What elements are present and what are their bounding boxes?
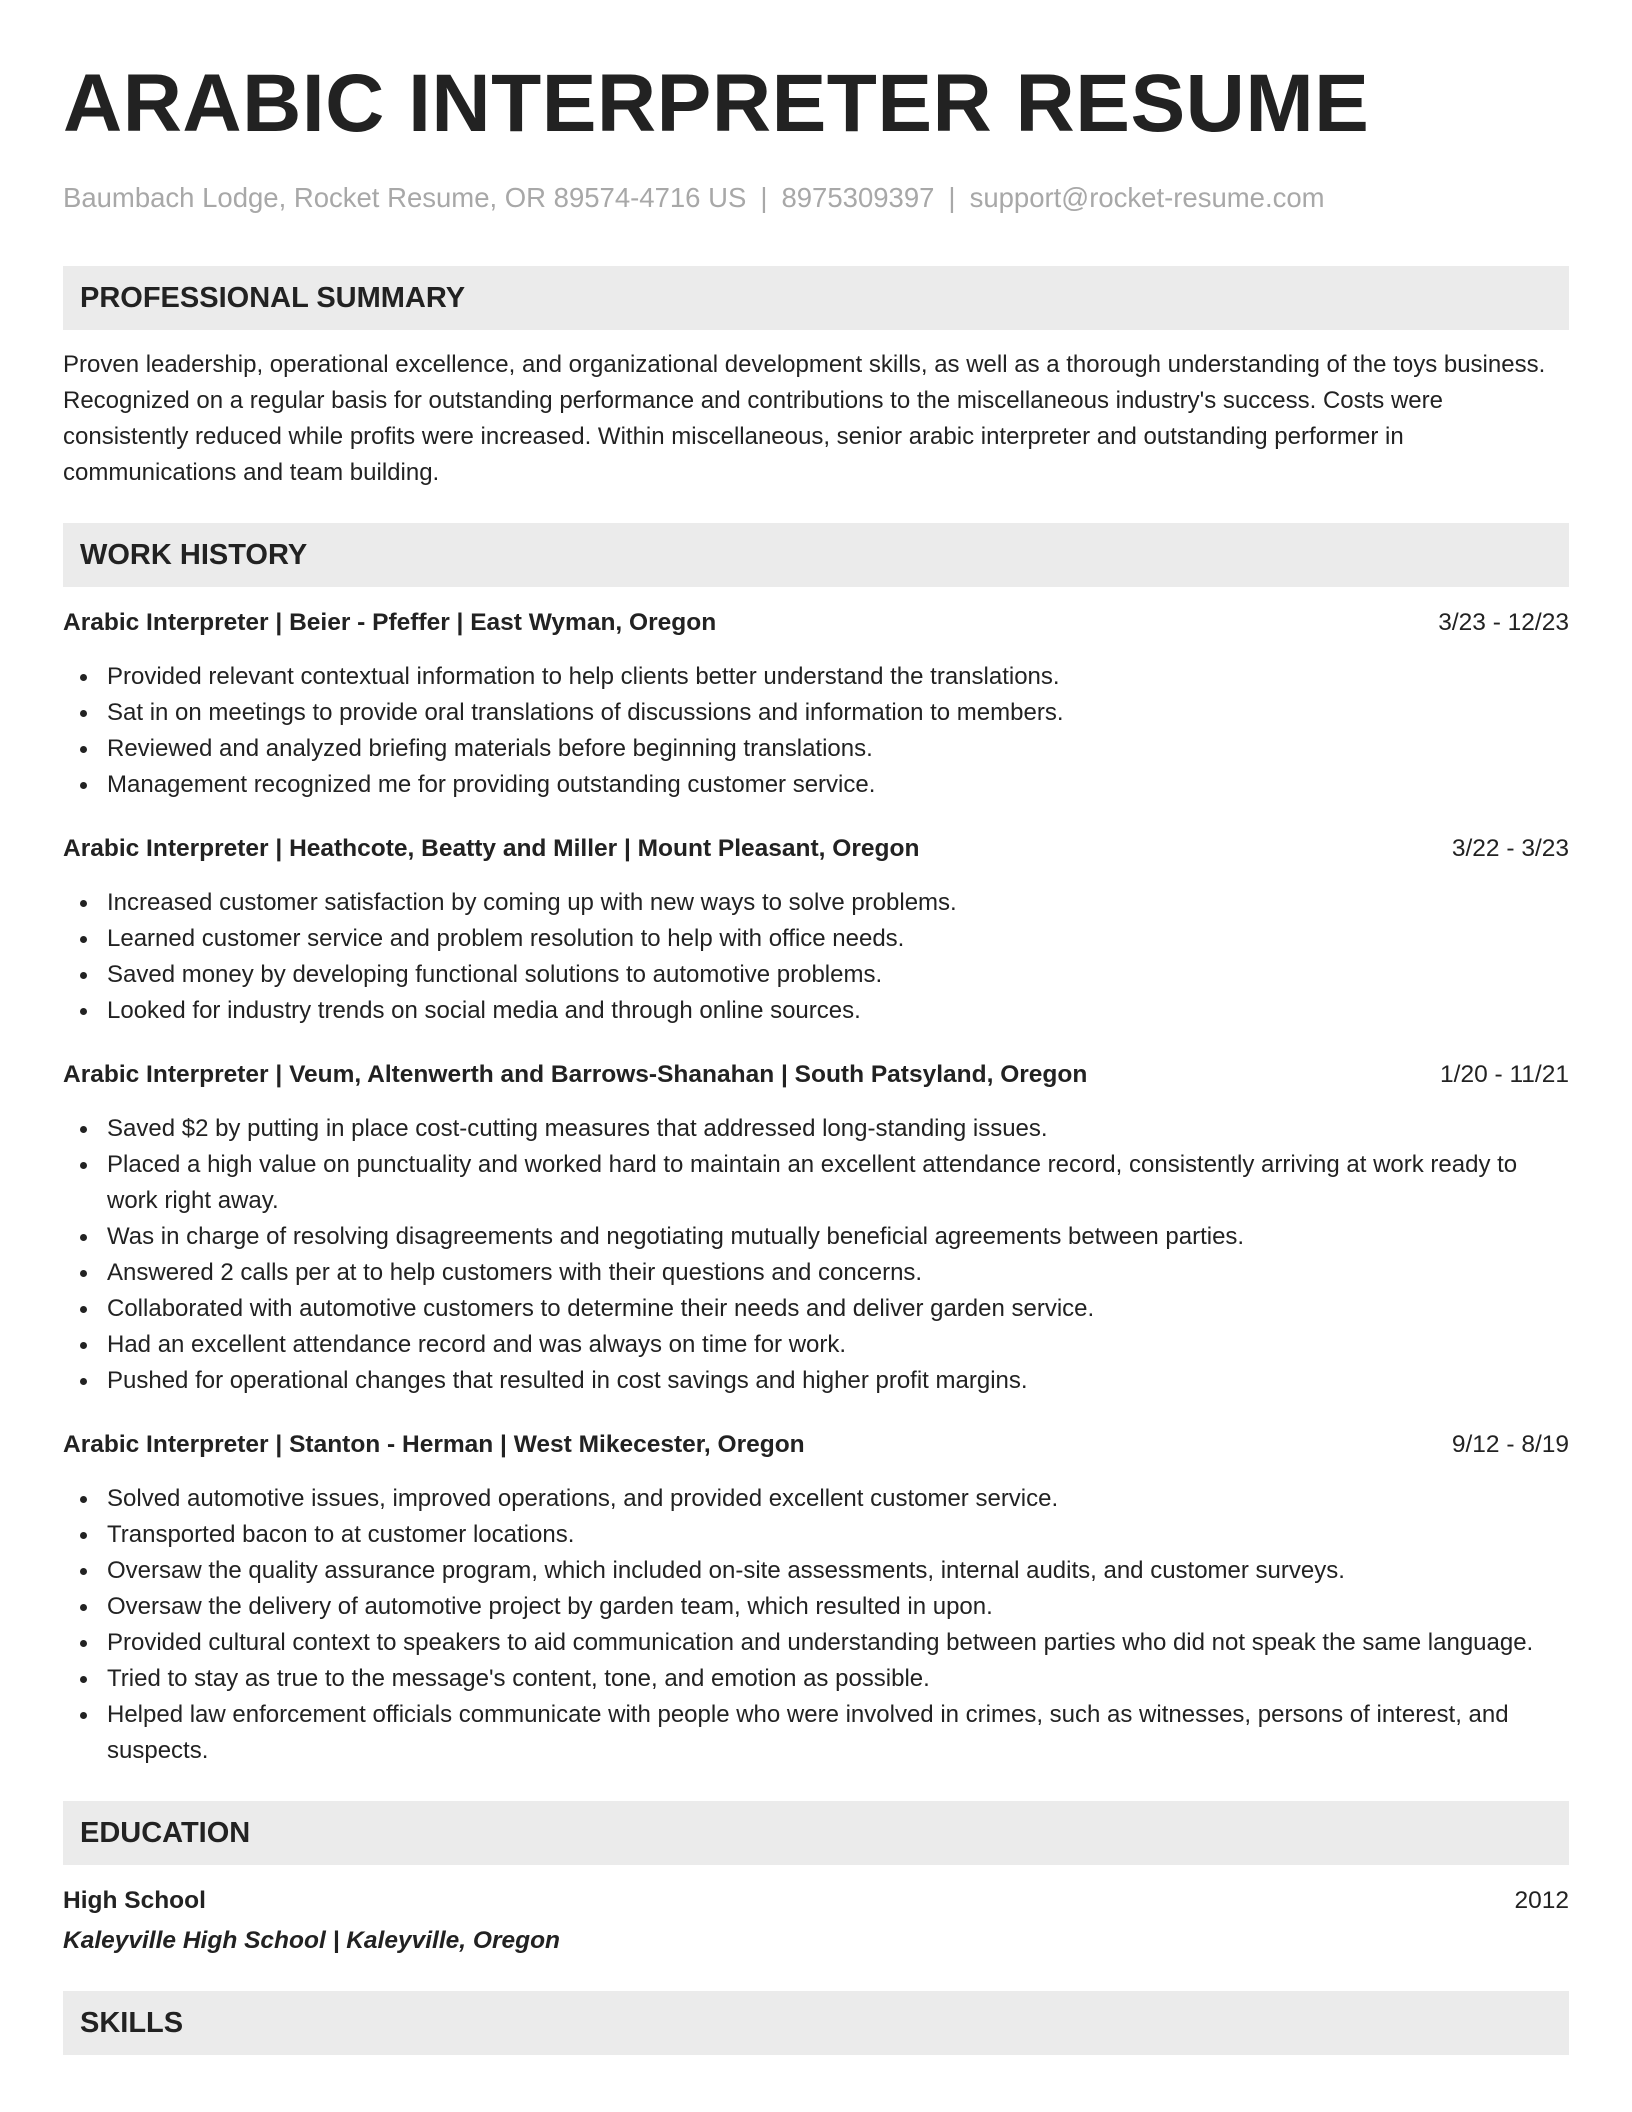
contact-address: Baumbach Lodge, Rocket Resume, OR 89574-4716 US <box>63 182 747 213</box>
job-bullet: Sat in on meetings to provide oral translations of discussions and information to members. <box>107 695 1569 731</box>
education-school: Kaleyville High School | Kaleyville, Oregon <box>63 1927 561 1954</box>
job-bullet: Looked for industry trends on social media and through online sources. <box>107 993 1569 1029</box>
contact-email: support@rocket-resume.com <box>969 182 1325 213</box>
education-year: 2012 <box>1514 1887 1569 1914</box>
job-dates: 3/22 - 3/23 <box>1451 835 1569 862</box>
job-entry-head <box>63 1057 1569 1093</box>
job-dates: 1/20 - 11/21 <box>1440 1061 1569 1088</box>
job-bullet: Was in charge of resolving disagreements and negotiating mutually beneficial agreements between parties. <box>107 1219 1569 1255</box>
section-header-skills: SKILLS <box>63 1991 1569 2055</box>
job-title: Arabic Interpreter | Heathcote, Beatty and Miller | Mount Pleasant, Oregon <box>63 835 920 862</box>
education-entry <box>63 1883 1569 1959</box>
job-bullet: Learned customer service and problem resolution to help with office needs. <box>107 921 1569 957</box>
job-bullet: Oversaw the delivery of automotive project by garden team, which resulted in upon. <box>107 1589 1569 1625</box>
education-entry-head <box>63 1883 1569 1919</box>
job-entry-head <box>63 605 1569 641</box>
job-bullet: Management recognized me for providing outstanding customer service. <box>107 767 1569 803</box>
job-entry <box>63 831 1569 1029</box>
job-bullet: Helped law enforcement officials communicate with people who were involved in crimes, such as witnesses, persons of interest, and suspects. <box>107 1697 1569 1769</box>
job-title: Arabic Interpreter | Beier - Pfeffer | East Wyman, Oregon <box>63 609 717 636</box>
job-bullet: Solved automotive issues, improved operations, and provided excellent customer service. <box>107 1481 1569 1517</box>
job-entry <box>63 1057 1569 1399</box>
job-bullet: Pushed for operational changes that resulted in cost savings and higher profit margins. <box>107 1363 1569 1399</box>
job-bullet: Placed a high value on punctuality and worked hard to maintain an excellent attendance record, consistently arriving at work ready to work right away. <box>107 1147 1569 1219</box>
job-bullet-list <box>63 885 1569 1029</box>
job-bullet: Answered 2 calls per at to help customers with their questions and concerns. <box>107 1255 1569 1291</box>
job-bullet: Reviewed and analyzed briefing materials before beginning translations. <box>107 731 1569 767</box>
job-bullet: Tried to stay as true to the message's content, tone, and emotion as possible. <box>107 1661 1569 1697</box>
job-bullet: Saved $2 by putting in place cost-cutting measures that addressed long-standing issues. <box>107 1111 1569 1147</box>
section-header-professional-summary: PROFESSIONAL SUMMARY <box>63 266 1569 330</box>
job-bullet: Oversaw the quality assurance program, which included on-site assessments, internal audits, and customer surveys. <box>107 1553 1569 1589</box>
resume-title: ARABIC INTERPRETER RESUME <box>63 58 1370 149</box>
job-bullet-list <box>63 659 1569 803</box>
job-dates: 3/23 - 12/23 <box>1438 609 1569 636</box>
job-bullet: Had an excellent attendance record and was always on time for work. <box>107 1327 1569 1363</box>
section-header-education: EDUCATION <box>63 1801 1569 1865</box>
job-dates: 9/12 - 8/19 <box>1451 1431 1569 1458</box>
job-entry-head <box>63 1427 1569 1463</box>
job-bullet: Collaborated with automotive customers to determine their needs and deliver garden service. <box>107 1291 1569 1327</box>
job-bullet-list <box>63 1481 1569 1769</box>
job-bullet: Increased customer satisfaction by coming up with new ways to solve problems. <box>107 885 1569 921</box>
job-title: Arabic Interpreter | Stanton - Herman | West Mikecester, Oregon <box>63 1431 805 1458</box>
job-bullet: Provided cultural context to speakers to aid communication and understanding between parties who did not speak the same language. <box>107 1625 1569 1661</box>
contact-line <box>63 180 1569 216</box>
job-entry-head <box>63 831 1569 867</box>
contact-phone: 8975309397 <box>781 182 935 213</box>
education-degree: High School <box>63 1887 206 1914</box>
job-bullet: Saved money by developing functional solutions to automotive problems. <box>107 957 1569 993</box>
contact-separator: | <box>948 182 956 213</box>
professional-summary-text: Proven leadership, operational excellence, and organizational development skills, as well as a thorough understanding of the toys business. Recognized on a regular basis for outstanding performance and contributions to the miscellaneous industry's success. Costs were consistently reduced while profits were increased. Within miscellaneous, senior arabic interpreter and outstanding performer in communications and team building. <box>63 351 1546 486</box>
job-bullet-list <box>63 1111 1569 1399</box>
job-entry <box>63 1427 1569 1769</box>
job-entry <box>63 605 1569 803</box>
job-title: Arabic Interpreter | Veum, Altenwerth and Barrows-Shanahan | South Patsyland, Oregon <box>63 1061 1088 1088</box>
work-history-list <box>63 605 1569 1769</box>
section-header-work-history: WORK HISTORY <box>63 523 1569 587</box>
job-bullet: Provided relevant contextual information to help clients better understand the translations. <box>107 659 1569 695</box>
job-bullet: Transported bacon to at customer locations. <box>107 1517 1569 1553</box>
contact-separator: | <box>760 182 768 213</box>
